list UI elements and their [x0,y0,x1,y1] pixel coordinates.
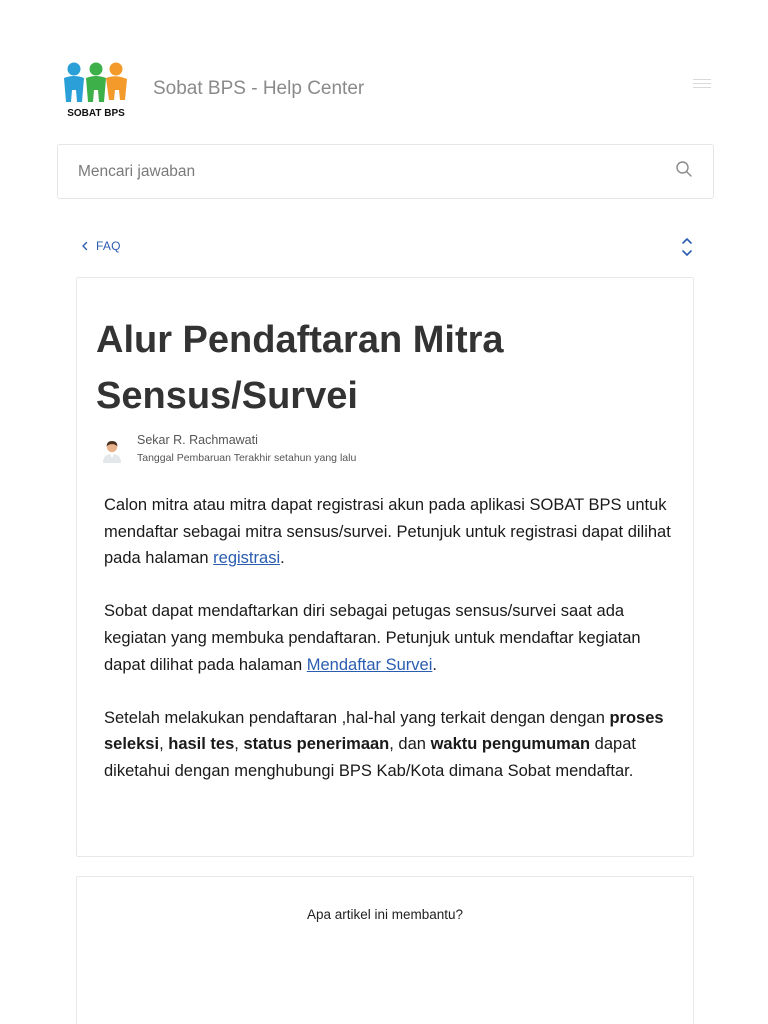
article-card [76,277,694,857]
bold-hasil-tes: hasil tes [168,735,235,754]
paragraph-text: Setelah melakukan pendaftaran ,hal-hal yang terkait dengan dengan [104,708,610,727]
chevron-left-icon [80,241,90,251]
author-avatar [101,438,123,464]
paragraph-after-registration [104,705,672,785]
registrasi-link[interactable]: registrasi [213,549,281,568]
bold-status-penerimaan: status penerimaan [243,735,390,754]
header [0,0,768,130]
expand-collapse-icon[interactable] [680,236,694,258]
bold-proses-seleksi: proses seleksi [104,708,664,754]
logo-text: SOBAT BPS [67,108,125,119]
mendaftar-survei-link[interactable]: Mendaftar Survei [306,655,433,674]
feedback-card [76,876,694,1024]
separator: , [234,735,244,754]
bold-waktu-pengumuman: waktu pengumuman [430,735,591,754]
breadcrumb[interactable] [80,237,121,255]
paragraph-end: . [280,549,285,568]
sobat-bps-logo[interactable] [60,60,132,120]
breadcrumb-faq-link[interactable]: FAQ [96,239,121,253]
feedback-question: Apa artikel ini membantu? [306,907,464,922]
paragraph-registration [104,492,672,572]
hamburger-icon[interactable] [690,76,714,96]
article-title: Alur Pendaftaran Mitra Sensus/Survei [96,319,504,417]
paragraph-text: dapat diketahui dengan menghubungi BPS Kab/Kota dimana Sobat mendaftar. [104,735,636,780]
paragraph-text: Sobat dapat mendaftarkan diri sebagai petugas sensus/survei saat ada kegiatan yang membuka pendaftaran. Petunjuk untuk mendaftar kegiatan dapat dilihat pada halaman [104,602,641,674]
paragraph-survey-signup [104,598,672,678]
logo-graphic [60,60,132,120]
search-icon[interactable] [675,160,693,178]
author-name: Sekar R. Rachmawati [137,433,258,447]
site-title[interactable]: Sobat BPS - Help Center [153,78,365,99]
search-box [57,144,714,199]
paragraph-text: Calon mitra atau mitra dapat registrasi akun pada aplikasi SOBAT BPS untuk mendaftar sebagai mitra sensus/survei. Petunjuk untuk registrasi dapat dilihat pada halaman [104,496,671,568]
last-updated-text: Tanggal Pembaruan Terakhir setahun yang lalu [137,452,357,464]
search-input[interactable] [78,145,658,198]
paragraph-end: . [432,655,437,674]
article-body [104,492,672,811]
separator: , [159,735,169,754]
separator: , dan [389,735,431,754]
